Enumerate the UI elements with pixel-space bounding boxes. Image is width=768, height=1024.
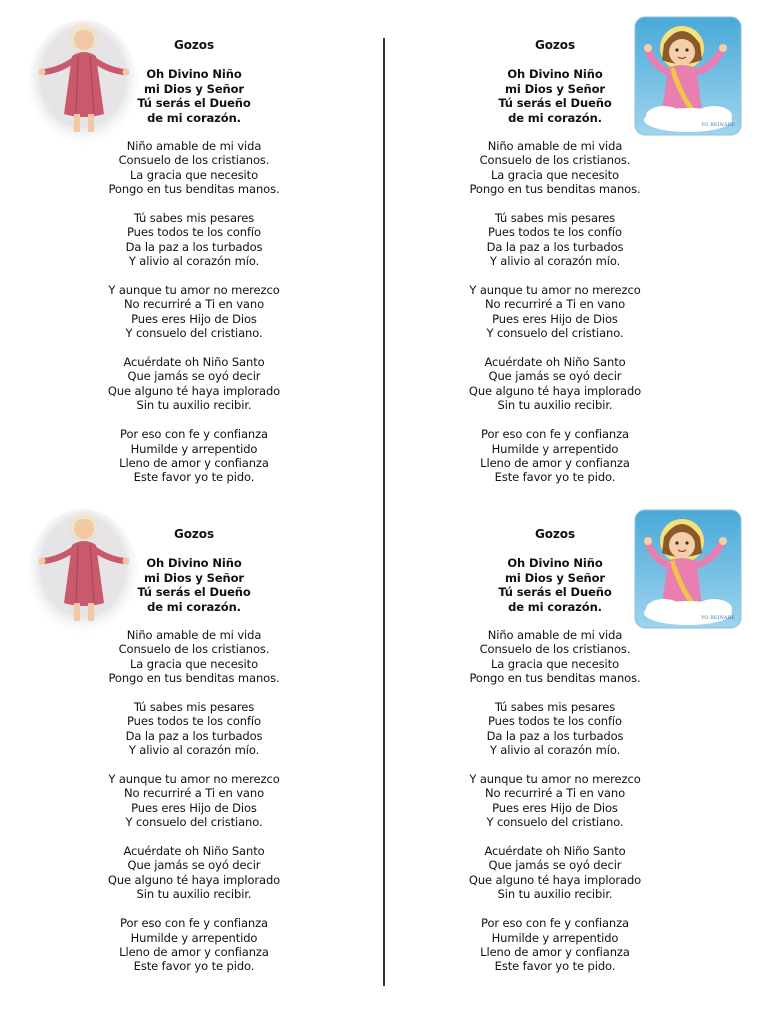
chorus-line: mi Dios y Señor bbox=[143, 81, 244, 96]
stanza-line: Y aunque tu amor no merezco bbox=[469, 772, 641, 787]
stanza-line: Pongo en tus benditas manos. bbox=[108, 182, 280, 197]
stanza-line: Da la paz a los turbados bbox=[125, 728, 263, 743]
chorus-line: Oh Divino Niño bbox=[507, 556, 603, 571]
stanza-line: Y alivio al corazón mío. bbox=[128, 743, 260, 758]
stanza-line: La gracia que necesito bbox=[490, 167, 620, 182]
prayer-title: Gozos bbox=[535, 527, 575, 541]
stanza-line: La gracia que necesito bbox=[129, 656, 259, 671]
stanza-line: No recurriré a Ti en vano bbox=[123, 297, 265, 312]
prayer-stanza bbox=[405, 211, 705, 269]
stanza-line: Consuelo de los cristianos. bbox=[479, 153, 631, 168]
prayer-stanza bbox=[405, 772, 705, 830]
stanza-line: Humilde y arrepentido bbox=[130, 441, 258, 456]
prayer-stanza bbox=[44, 139, 344, 197]
chorus-line: de mi corazón. bbox=[508, 110, 602, 125]
prayer-chorus bbox=[405, 556, 705, 614]
prayer-stanza bbox=[405, 427, 705, 485]
stanza-line: Lleno de amor y confianza bbox=[119, 944, 269, 959]
stanza-line: No recurriré a Ti en vano bbox=[484, 786, 626, 801]
chorus-line: Tú serás el Dueño bbox=[137, 96, 251, 111]
chorus-line: mi Dios y Señor bbox=[504, 570, 605, 585]
stanza-line: Pues todos te los confío bbox=[488, 225, 622, 240]
prayer-stanza bbox=[44, 844, 344, 902]
stanza-line: Pongo en tus benditas manos. bbox=[469, 182, 641, 197]
stanza-line: Tú sabes mis pesares bbox=[494, 700, 616, 715]
stanza-line: Acuérdate oh Niño Santo bbox=[123, 355, 265, 370]
image-caption: YO REINARE bbox=[701, 122, 735, 128]
prayer-stanza bbox=[44, 355, 344, 413]
stanza-line: Sin tu auxilio recibir. bbox=[497, 887, 613, 902]
stanza-line: Que alguno té haya implorado bbox=[468, 383, 642, 398]
chorus-line: de mi corazón. bbox=[147, 110, 241, 125]
stanza-line: Pongo en tus benditas manos. bbox=[469, 671, 641, 686]
chorus-line: mi Dios y Señor bbox=[143, 570, 244, 585]
stanza-line: Acuérdate oh Niño Santo bbox=[484, 355, 626, 370]
stanza-line: Por eso con fe y confianza bbox=[481, 427, 629, 442]
stanza-line: Que jamás se oyó decir bbox=[127, 858, 261, 873]
chorus-line: Oh Divino Niño bbox=[146, 67, 242, 82]
stanza-line: Este favor yo te pido. bbox=[494, 959, 616, 974]
prayer-stanza bbox=[44, 427, 344, 485]
chorus-line: Oh Divino Niño bbox=[146, 556, 242, 571]
prayer-stanza bbox=[44, 916, 344, 974]
prayer-stanza bbox=[405, 355, 705, 413]
prayer-title: Gozos bbox=[535, 38, 575, 52]
chorus-line: Tú serás el Dueño bbox=[498, 96, 612, 111]
stanza-line: Que jamás se oyó decir bbox=[488, 858, 622, 873]
chorus-line: de mi corazón. bbox=[147, 599, 241, 614]
stanza-line: Por eso con fe y confianza bbox=[481, 916, 629, 931]
stanza-line: Tú sabes mis pesares bbox=[133, 211, 255, 226]
stanza-line: Y aunque tu amor no merezco bbox=[108, 772, 280, 787]
stanza-line: Humilde y arrepentido bbox=[491, 441, 619, 456]
stanza-line: Que alguno té haya implorado bbox=[468, 872, 642, 887]
column-divider bbox=[383, 38, 385, 986]
prayer-card bbox=[405, 38, 705, 499]
prayer-stanza bbox=[44, 628, 344, 686]
prayer-chorus bbox=[44, 556, 344, 614]
stanza-line: Sin tu auxilio recibir. bbox=[136, 887, 252, 902]
stanza-line: Humilde y arrepentido bbox=[130, 930, 258, 945]
chorus-line: Oh Divino Niño bbox=[507, 67, 603, 82]
prayer-stanza bbox=[405, 844, 705, 902]
prayer-card bbox=[44, 38, 344, 499]
stanza-line: Pues todos te los confío bbox=[127, 714, 261, 729]
stanza-line: Consuelo de los cristianos. bbox=[118, 153, 270, 168]
stanza-line: Sin tu auxilio recibir. bbox=[497, 398, 613, 413]
stanza-line: Pues eres Hijo de Dios bbox=[131, 800, 257, 815]
stanza-line: Y consuelo del cristiano. bbox=[125, 326, 263, 341]
stanza-line: Pues eres Hijo de Dios bbox=[492, 311, 618, 326]
stanza-line: Pongo en tus benditas manos. bbox=[108, 671, 280, 686]
stanza-line: Lleno de amor y confianza bbox=[480, 455, 630, 470]
stanza-line: Por eso con fe y confianza bbox=[120, 916, 268, 931]
stanza-line: Da la paz a los turbados bbox=[486, 239, 624, 254]
stanza-line: Y consuelo del cristiano. bbox=[486, 815, 624, 830]
stanza-line: Que alguno té haya implorado bbox=[107, 383, 281, 398]
prayer-card bbox=[405, 527, 705, 988]
prayer-stanza bbox=[405, 700, 705, 758]
stanza-line: Y alivio al corazón mío. bbox=[489, 254, 621, 269]
prayer-stanza bbox=[405, 628, 705, 686]
stanza-line: Este favor yo te pido. bbox=[133, 959, 255, 974]
stanza-line: Y aunque tu amor no merezco bbox=[469, 283, 641, 298]
stanza-line: Que alguno té haya implorado bbox=[107, 872, 281, 887]
stanza-line: No recurriré a Ti en vano bbox=[123, 786, 265, 801]
stanza-line: Pues todos te los confío bbox=[488, 714, 622, 729]
stanza-line: Pues eres Hijo de Dios bbox=[492, 800, 618, 815]
stanza-line: Acuérdate oh Niño Santo bbox=[484, 844, 626, 859]
stanza-line: Y consuelo del cristiano. bbox=[125, 815, 263, 830]
stanza-line: Da la paz a los turbados bbox=[486, 728, 624, 743]
stanza-line: Que jamás se oyó decir bbox=[127, 369, 261, 384]
stanza-line: Tú sabes mis pesares bbox=[133, 700, 255, 715]
stanza-line: Niño amable de mi vida bbox=[487, 628, 623, 643]
prayer-stanza bbox=[44, 772, 344, 830]
prayer-stanza bbox=[405, 139, 705, 197]
prayer-card bbox=[44, 527, 344, 988]
prayer-stanza bbox=[44, 283, 344, 341]
stanza-line: Lleno de amor y confianza bbox=[480, 944, 630, 959]
stanza-line: Pues eres Hijo de Dios bbox=[131, 311, 257, 326]
stanza-line: Niño amable de mi vida bbox=[126, 139, 262, 154]
stanza-line: Consuelo de los cristianos. bbox=[118, 642, 270, 657]
prayer-stanza bbox=[405, 916, 705, 974]
stanza-line: Por eso con fe y confianza bbox=[120, 427, 268, 442]
stanza-line: Y alivio al corazón mío. bbox=[489, 743, 621, 758]
prayer-chorus bbox=[44, 67, 344, 125]
stanza-line: Consuelo de los cristianos. bbox=[479, 642, 631, 657]
stanza-line: Niño amable de mi vida bbox=[487, 139, 623, 154]
image-caption: YO REINARE bbox=[701, 615, 735, 621]
prayer-stanza bbox=[44, 700, 344, 758]
prayer-title: Gozos bbox=[174, 38, 214, 52]
prayer-stanza bbox=[405, 283, 705, 341]
stanza-line: Sin tu auxilio recibir. bbox=[136, 398, 252, 413]
stanza-line: Y consuelo del cristiano. bbox=[486, 326, 624, 341]
stanza-line: Humilde y arrepentido bbox=[491, 930, 619, 945]
prayer-title: Gozos bbox=[174, 527, 214, 541]
stanza-line: La gracia que necesito bbox=[129, 167, 259, 182]
stanza-line: La gracia que necesito bbox=[490, 656, 620, 671]
stanza-line: Este favor yo te pido. bbox=[133, 470, 255, 485]
chorus-line: mi Dios y Señor bbox=[504, 81, 605, 96]
stanza-line: Pues todos te los confío bbox=[127, 225, 261, 240]
chorus-line: Tú serás el Dueño bbox=[137, 585, 251, 600]
stanza-line: Niño amable de mi vida bbox=[126, 628, 262, 643]
stanza-line: Da la paz a los turbados bbox=[125, 239, 263, 254]
stanza-line: Acuérdate oh Niño Santo bbox=[123, 844, 265, 859]
prayer-chorus bbox=[405, 67, 705, 125]
stanza-line: Que jamás se oyó decir bbox=[488, 369, 622, 384]
stanza-line: Y alivio al corazón mío. bbox=[128, 254, 260, 269]
stanza-line: Lleno de amor y confianza bbox=[119, 455, 269, 470]
stanza-line: Este favor yo te pido. bbox=[494, 470, 616, 485]
prayer-stanza bbox=[44, 211, 344, 269]
chorus-line: Tú serás el Dueño bbox=[498, 585, 612, 600]
stanza-line: Tú sabes mis pesares bbox=[494, 211, 616, 226]
stanza-line: Y aunque tu amor no merezco bbox=[108, 283, 280, 298]
chorus-line: de mi corazón. bbox=[508, 599, 602, 614]
stanza-line: No recurriré a Ti en vano bbox=[484, 297, 626, 312]
